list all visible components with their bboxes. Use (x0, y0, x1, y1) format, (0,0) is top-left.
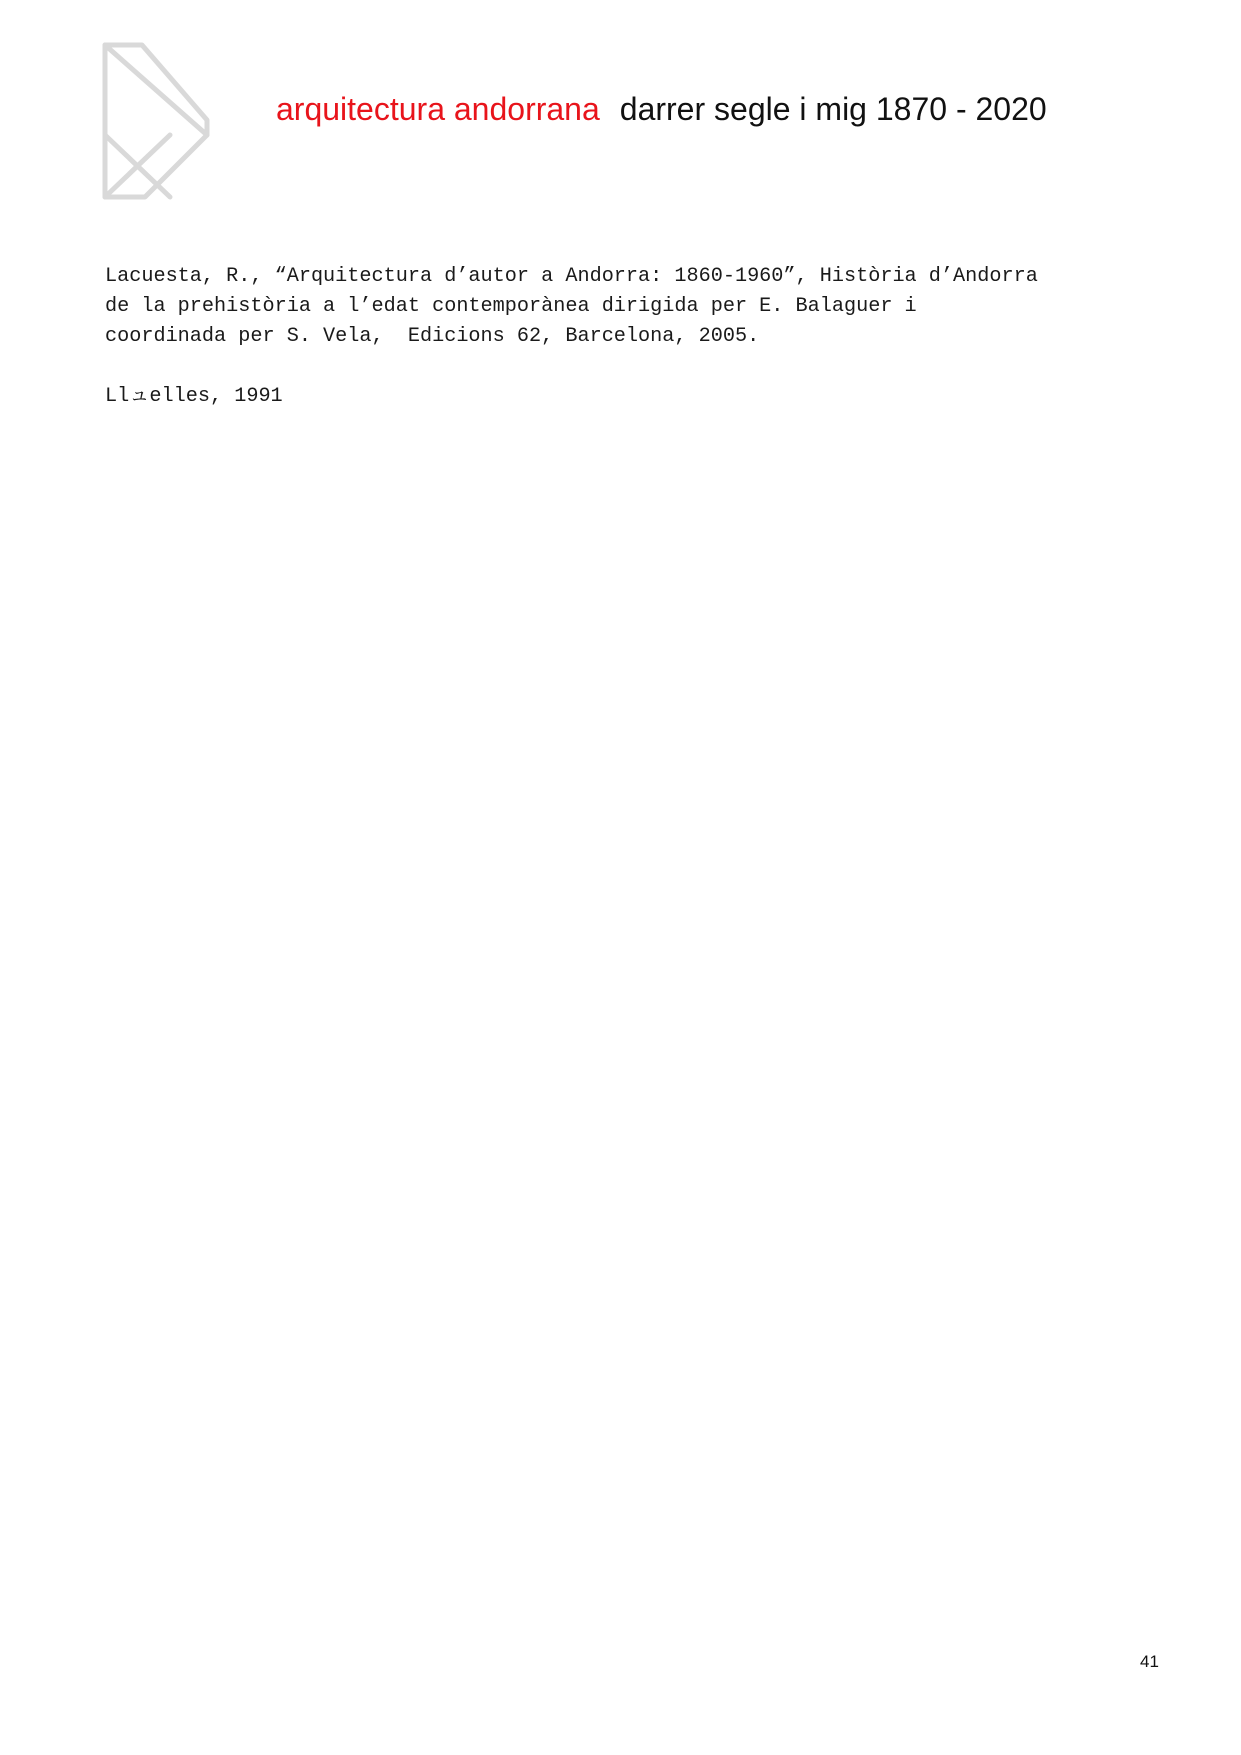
bibliography-entry (105, 382, 1165, 412)
entry-line: de la prehistòria a l’edat contemporànea dirigida per E. Balaguer i (105, 295, 917, 318)
house-outline-logo-icon (102, 42, 210, 200)
bibliography-entry (105, 262, 1165, 352)
entry-line: Llュelles, 1991 (105, 385, 283, 408)
entry-line: Lacuesta, R., “Arquitectura d’autor a Andorra: 1860-1960”, Història d’Andorra (105, 265, 1038, 288)
page-number: 41 (1140, 1652, 1159, 1671)
bibliography-list (105, 262, 1165, 442)
brand-title: arquitectura andorrana (276, 91, 600, 127)
document-header (276, 84, 1047, 134)
entry-line: coordinada per S. Vela, Edicions 62, Barcelona, 2005. (105, 325, 760, 348)
header-subtitle: darrer segle i mig 1870 - 2020 (619, 91, 1047, 127)
